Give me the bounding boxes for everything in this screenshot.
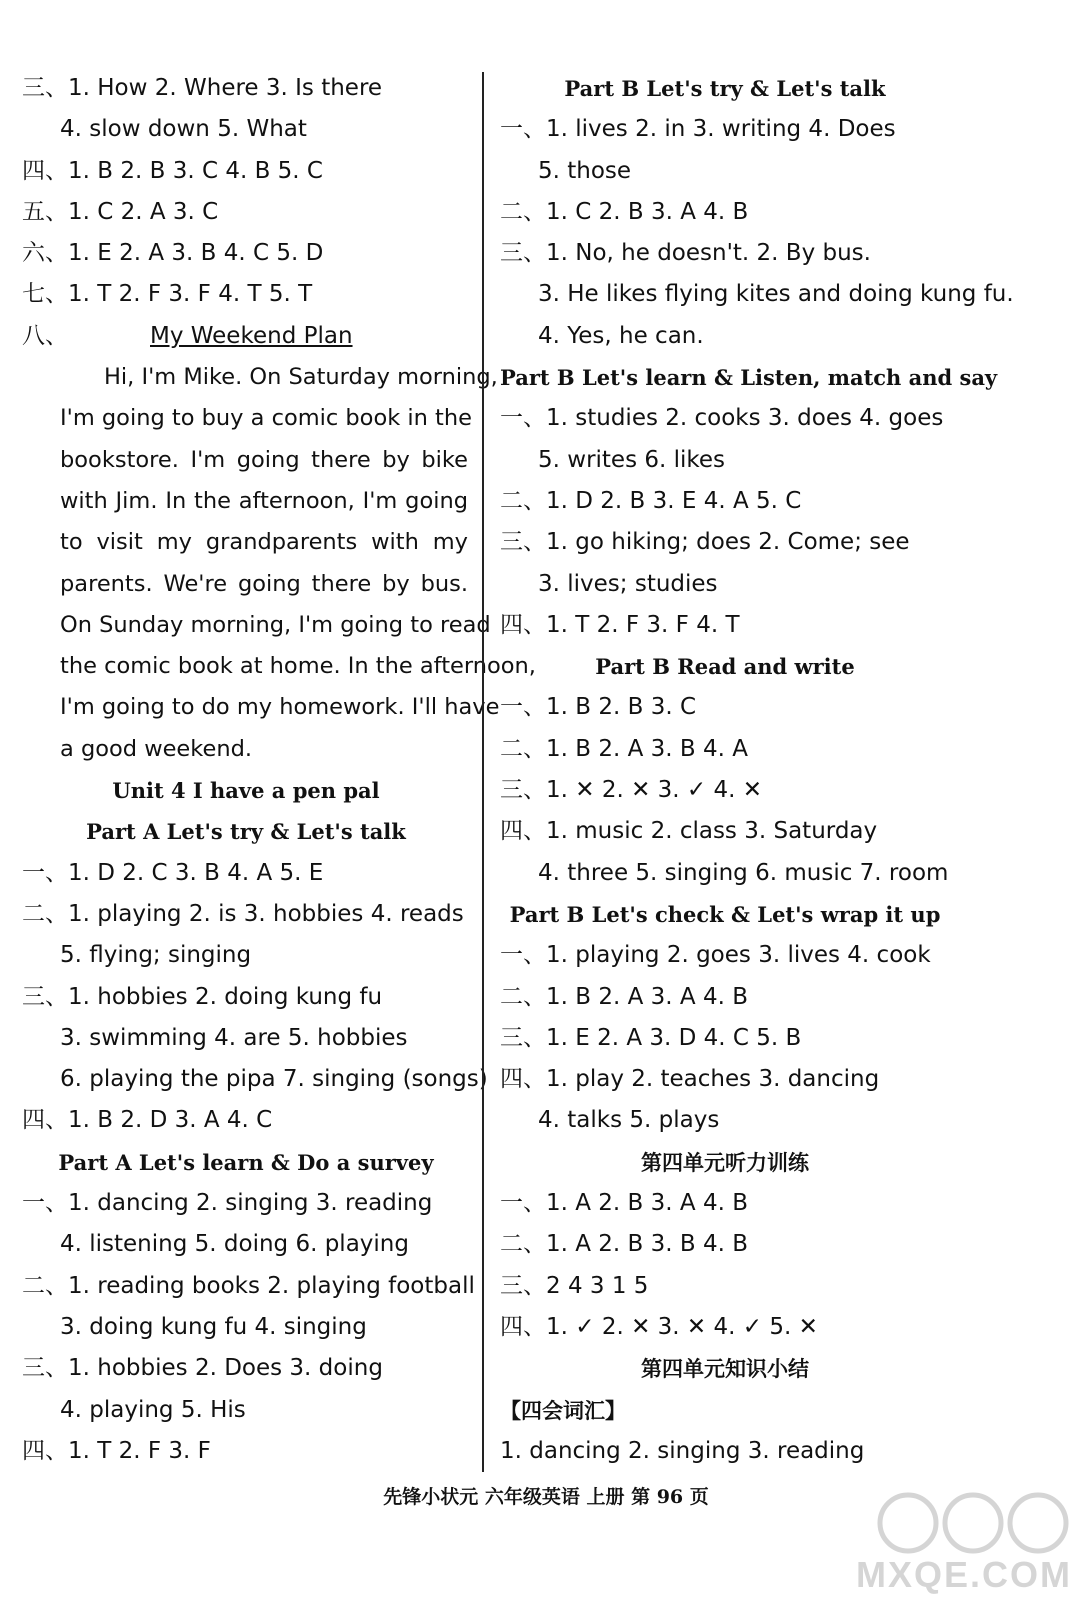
part-heading: Part B Let's learn & Listen, match and say (500, 365, 998, 391)
watermark-text: MXQE.COM (855, 1554, 1072, 1595)
answer-line: 3. swimming 4. are 5. hobbies (60, 1024, 408, 1051)
answer-line: 4. three 5. singing 6. music 7. room (538, 859, 949, 886)
answer-line: 三、1. hobbies 2. Does 3. doing (22, 1355, 383, 1382)
answer-line: 4. Yes, he can. (538, 322, 704, 349)
answer-line: 三、2 4 3 1 5 (500, 1272, 649, 1299)
essay-line: to visit my grandparents with my (60, 529, 468, 556)
part-heading: Part B Read and write (595, 654, 855, 680)
answer-line: 4. playing 5. His (60, 1396, 246, 1423)
answer-line: 三、1. hobbies 2. doing kung fu (22, 983, 383, 1010)
unit-heading: Unit 4 I have a pen pal (112, 778, 380, 804)
essay-line: bookstore. I'm going there by bike (60, 446, 468, 473)
watermark (855, 1488, 1078, 1598)
answer-line: 七、1. T 2. F 3. F 4. T 5. T (22, 281, 313, 308)
answer-line: 二、1. C 2. B 3. A 4. B (500, 198, 749, 225)
part-heading: Part B Let's try & Let's talk (564, 76, 886, 101)
answer-line: 3. He likes flying kites and doing kung fu. (538, 281, 1014, 308)
essay-line: with Jim. In the afternoon, I'm going (60, 487, 468, 514)
column-divider (482, 72, 484, 1472)
answer-line: 4. talks 5. plays (538, 1107, 720, 1134)
answer-line: 二、1. reading books 2. playing football (22, 1272, 475, 1299)
answer-line: 6. playing the pipa 7. singing (songs) (60, 1066, 488, 1093)
answer-line: 一、1. A 2. B 3. A 4. B (500, 1190, 748, 1217)
vocab-heading: 【四会词汇】 (500, 1397, 626, 1423)
answer-line: 五、1. C 2. A 3. C (22, 198, 219, 225)
section-label: 八、 (22, 322, 68, 349)
answer-line: 三、1. No, he doesn't. 2. By bus. (500, 240, 871, 267)
answer-line: 二、1. B 2. A 3. A 4. B (500, 983, 748, 1010)
answer-line: 5. flying; singing (60, 942, 252, 969)
answer-line: 一、1. playing 2. goes 3. lives 4. cook (500, 942, 931, 969)
answer-line: 二、1. A 2. B 3. B 4. B (500, 1231, 749, 1258)
answer-line: 六、1. E 2. A 3. B 4. C 5. D (22, 240, 324, 267)
answer-line: 三、1. ✕ 2. ✕ 3. ✓ 4. ✕ (500, 777, 763, 804)
answer-line: 四、1. T 2. F 3. F (22, 1437, 211, 1464)
answer-line: 3. lives; studies (538, 570, 718, 597)
section-heading: 第四单元听力训练 (641, 1149, 809, 1175)
essay-line: On Sunday morning, I'm going to read (60, 611, 491, 638)
answer-line: 二、1. playing 2. is 3. hobbies 4. reads (22, 900, 464, 927)
part-heading: Part A Let's try & Let's talk (86, 819, 406, 845)
answer-line: 一、1. B 2. B 3. C (500, 694, 697, 721)
answer-line: 5. those (538, 157, 632, 184)
answer-line: 4. slow down 5. What (60, 116, 307, 143)
answer-line: 一、1. D 2. C 3. B 4. A 5. E (22, 859, 324, 886)
answer-line: 3. doing kung fu 4. singing (60, 1313, 367, 1340)
answer-line: 四、1. music 2. class 3. Saturday (500, 818, 878, 845)
essay-line: I'm going to buy a comic book in the (60, 405, 472, 432)
answer-line: 四、1. play 2. teaches 3. dancing (500, 1066, 880, 1093)
answer-line: 三、1. E 2. A 3. D 4. C 5. B (500, 1024, 802, 1051)
essay-line: Hi, I'm Mike. On Saturday morning, (104, 364, 498, 391)
answer-line: 4. listening 5. doing 6. playing (60, 1231, 409, 1258)
answer-line: 四、1. ✓ 2. ✕ 3. ✕ 4. ✓ 5. ✕ (500, 1313, 818, 1340)
watermark-logo-icon (868, 1488, 1078, 1558)
answer-line: 5. writes 6. likes (538, 446, 726, 473)
part-heading: Part A Let's learn & Do a survey (58, 1149, 434, 1175)
answer-line: 一、1. lives 2. in 3. writing 4. Does (500, 116, 896, 143)
answer-line: 四、1. B 2. B 3. C 4. B 5. C (22, 157, 323, 184)
answer-line: 二、1. D 2. B 3. E 4. A 5. C (500, 487, 802, 514)
answer-line: 1. dancing 2. singing 3. reading (500, 1437, 865, 1464)
right-column (500, 68, 1014, 1472)
part-heading: Part B Let's check & Let's wrap it up (509, 901, 941, 927)
section-heading: 第四单元知识小结 (641, 1356, 809, 1382)
page-footer: 先锋小状元 六年级英语 上册 第 96 页 (383, 1486, 709, 1508)
answer-line: 三、1. go hiking; does 2. Come; see (500, 529, 910, 556)
left-column (22, 68, 536, 1472)
essay-heading (22, 316, 470, 357)
essay-line: I'm going to do my homework. I'll have (60, 694, 500, 721)
answer-line: 四、1. T 2. F 3. F 4. T (500, 611, 740, 638)
answer-line: 一、1. dancing 2. singing 3. reading (22, 1190, 433, 1217)
essay-line: a good weekend. (60, 735, 253, 762)
answer-line: 四、1. B 2. D 3. A 4. C (22, 1107, 273, 1134)
essay-title: My Weekend Plan (150, 322, 353, 349)
answer-line: 三、1. How 2. Where 3. Is there (22, 75, 383, 101)
essay-line: parents. We're going there by bus. (60, 570, 468, 597)
essay-line: the comic book at home. In the afternoon, (60, 653, 536, 680)
answer-line: 二、1. B 2. A 3. B 4. A (500, 735, 748, 762)
answer-line: 一、1. studies 2. cooks 3. does 4. goes (500, 405, 944, 432)
